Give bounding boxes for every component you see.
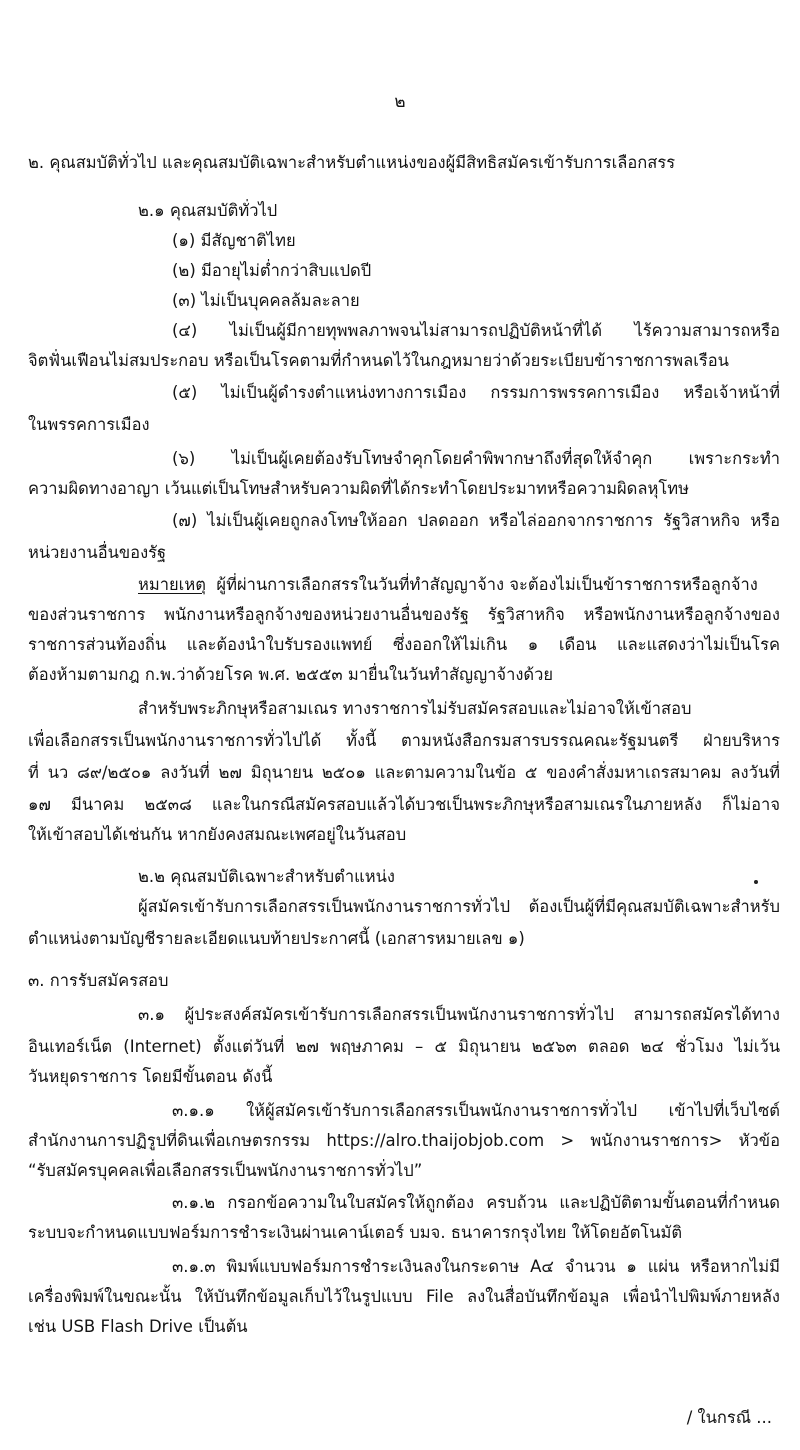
monk-paragraph-cont-1: เพื่อเลือกสรรเป็นพนักงานราชการทั่วไปได้ ทั้งนี้ ตามหนังสือกรมสารบรรณคณะรัฐมนตรี ฝ่ายบริหาร (28, 731, 780, 750)
remark-label: หมายเหตุ (138, 575, 206, 594)
monk-paragraph-cont-2: ที่ นว ๘๙/๒๕๐๑ ลงวันที่ ๒๗ มิถุนายน ๒๕๐๑ และตามความในข้อ ๕ ของคำสั่งมหาเถรสมาคม ลงวันที่ (28, 763, 780, 782)
qualification-item-7: (๗) ไม่เป็นผู้เคยถูกลงโทษให้ออก ปลดออก หรือไล่ออกจากราชการ รัฐวิสาหกิจ หรือ (172, 511, 780, 530)
remark-cont-2: ราชการส่วนท้องถิ่น และต้องนำใบรับรองแพทย์ ซึ่งออกให้ไม่เกิน ๑ เดือน และแสดงว่าไม่เป็นโรค (28, 635, 780, 654)
continuation-footer: / ในกรณี ... (686, 1408, 772, 1427)
qualification-item-4-cont: จิตฟั่นเฟือนไม่สมประกอบ หรือเป็นโรคตามที่กำหนดไว้ในกฎหมายว่าด้วยระเบียบข้าราชการพลเรือน (28, 351, 729, 370)
section-2-heading: ๒. คุณสมบัติทั่วไป และคุณสมบัติเฉพาะสำหรับตำแหน่งของผู้มีสิทธิสมัครเข้ารับการเลือกสรร (28, 153, 676, 172)
qualification-item-6-cont: ความผิดทางอาญา เว้นแต่เป็นโทษสำหรับความผิดที่ได้กระทำโดยประมาทหรือความผิดลหุโทษ (28, 479, 689, 498)
subsection-2-1-heading: ๒.๑ คุณสมบัติทั่วไป (138, 201, 278, 220)
section-3-heading: ๓. การรับสมัครสอบ (28, 971, 169, 990)
item-3-1-3-cont-2: เช่น USB Flash Drive เป็นต้น (28, 1317, 248, 1336)
qualification-item-4: (๔) ไม่เป็นผู้มีกายทุพพลภาพจนไม่สามารถปฏิบัติหน้าที่ได้ ไร้ความสามารถหรือ (172, 321, 780, 340)
item-3-1-2: ๓.๑.๒ กรอกข้อความในใบสมัครให้ถูกต้อง ครบถ้วน และปฏิบัติตามขั้นตอนที่กำหนด (172, 1193, 780, 1212)
subsection-2-2-heading: ๒.๒ คุณสมบัติเฉพาะสำหรับตำแหน่ง (138, 867, 395, 886)
monk-paragraph-cont-3: ๑๗ มีนาคม ๒๕๓๘ และในกรณีสมัครสอบแล้วได้บวชเป็นพระภิกษุหรือสามเณรในภายหลัง ก็ไม่อาจ (28, 795, 780, 814)
item-3-1-1-cont-2: “รับสมัครบุคคลเพื่อเลือกสรรเป็นพนักงานราชการทั่วไป” (28, 1161, 423, 1180)
item-3-1-2-cont: ระบบจะกำหนดแบบฟอร์มการชำระเงินผ่านเคาน์เตอร์ บมจ. ธนาคารกรุงไทย ให้โดยอัตโนมัติ (28, 1223, 683, 1242)
remark-cont-3: ต้องห้ามตามกฎ ก.พ.ว่าด้วยโรค พ.ศ. ๒๕๕๓ มายื่นในวันทำสัญญาจ้างด้วย (28, 665, 554, 684)
item-3-1-1: ๓.๑.๑ ให้ผู้สมัครเข้ารับการเลือกสรรเป็นพนักงานราชการทั่วไป เข้าไปที่เว็บไซต์ (172, 1101, 780, 1120)
page-number: ๒ (394, 92, 406, 112)
item-3-1-3-cont-1: เครื่องพิมพ์ในขณะนั้น ให้บันทึกข้อมูลเก็บไว้ในรูปแบบ File ลงในสื่อบันทึกข้อมูล เพื่อนำไปพิมพ์ภายหลัง (28, 1287, 780, 1306)
item-3-1: ๓.๑ ผู้ประสงค์สมัครเข้ารับการเลือกสรรเป็นพนักงานราชการทั่วไป สามารถสมัครได้ทาง (138, 1005, 780, 1024)
scan-mark (754, 880, 758, 884)
item-3-1-cont-1: อินเทอร์เน็ต (Internet) ตั้งแต่วันที่ ๒๗ พฤษภาคม – ๕ มิถุนายน ๒๕๖๓ ตลอด ๒๔ ชั่วโมง ไม่เว้น (28, 1037, 780, 1056)
qualification-item-5: (๕) ไม่เป็นผู้ดำรงตำแหน่งทางการเมือง กรรมการพรรคการเมือง หรือเจ้าหน้าที่ (172, 383, 780, 402)
monk-paragraph-cont-4: ให้เข้าสอบได้เช่นกัน หากยังคงสมณะเพศอยู่ในวันสอบ (28, 825, 407, 844)
qualification-item-7-cont: หน่วยงานอื่นของรัฐ (28, 543, 167, 562)
qualification-item-6: (๖) ไม่เป็นผู้เคยต้องรับโทษจำคุกโดยคำพิพากษาถึงที่สุดให้จำคุก เพราะกระทำ (172, 449, 780, 468)
item-3-1-1-cont-1: สำนักงานการปฏิรูปที่ดินเพื่อเกษตรกรรม https://alro.thaijobjob.com > พนักงานราชการ> หัวข้อ (28, 1131, 780, 1150)
qualification-item-1: (๑) มีสัญชาติไทย (172, 231, 296, 250)
specific-qualification: ผู้สมัครเข้ารับการเลือกสรรเป็นพนักงานราชการทั่วไป ต้องเป็นผู้ที่มีคุณสมบัติเฉพาะสำหรับ (138, 897, 780, 916)
qualification-item-3: (๓) ไม่เป็นบุคคลล้มละลาย (172, 291, 360, 310)
remark-line (138, 572, 780, 598)
item-3-1-cont-2: วันหยุดราชการ โดยมีขั้นตอน ดังนี้ (28, 1067, 273, 1086)
item-3-1-3: ๓.๑.๓ พิมพ์แบบฟอร์มการชำระเงินลงในกระดาษ A๔ จำนวน ๑ แผ่น หรือหากไม่มี (172, 1257, 780, 1276)
monk-paragraph: สำหรับพระภิกษุหรือสามเณร ทางราชการไม่รับสมัครสอบและไม่อาจให้เข้าสอบ (138, 699, 692, 718)
remark-text: ผู้ที่ผ่านการเลือกสรรในวันที่ทำสัญญาจ้าง จะต้องไม่เป็นข้าราชการหรือลูกจ้าง (216, 575, 758, 594)
specific-qualification-cont: ตำแหน่งตามบัญชีรายละเอียดแนบท้ายประกาศนี้ (เอกสารหมายเลข ๑) (28, 929, 525, 948)
remark-cont-1: ของส่วนราชการ พนักงานหรือลูกจ้างของหน่วยงานอื่นของรัฐ รัฐวิสาหกิจ หรือพนักงานหรือลูกจ้างของ (28, 605, 780, 624)
qualification-item-2: (๒) มีอายุไม่ต่ำกว่าสิบแปดปี (172, 261, 372, 280)
qualification-item-5-cont: ในพรรคการเมือง (28, 415, 150, 434)
